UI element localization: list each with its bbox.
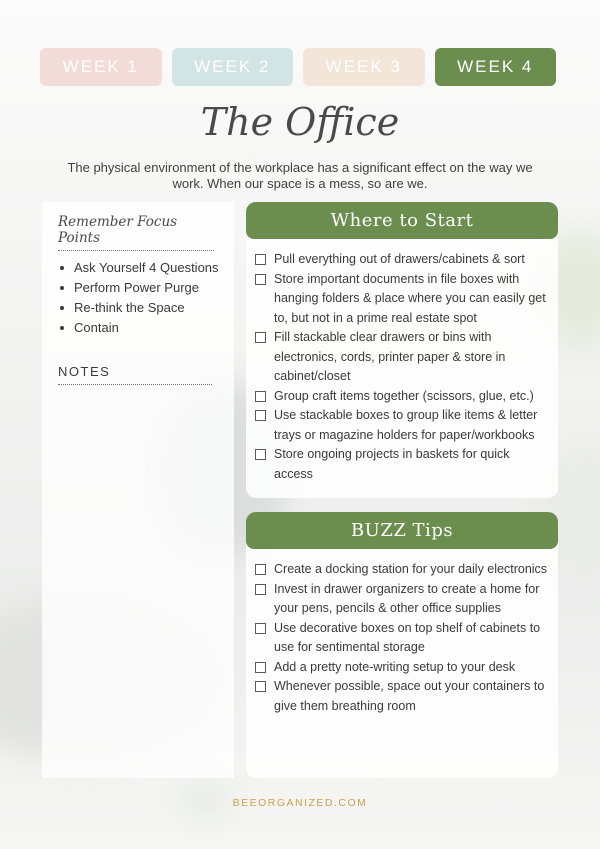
where-to-start-checklist: [246, 239, 558, 484]
page-title: The Office: [200, 100, 400, 144]
tab-week-2[interactable]: WEEK 2: [172, 48, 294, 86]
checkbox[interactable]: [255, 623, 266, 634]
checklist-item-text: Store ongoing projects in baskets for quick access: [274, 447, 510, 481]
checkbox[interactable]: [255, 584, 266, 595]
where-to-start-heading: Where to Start: [246, 202, 558, 239]
checklist-item-text: Whenever possible, space out your containers to give them breathing room: [274, 679, 545, 713]
focus-points-list: [58, 258, 219, 338]
checkbox[interactable]: [255, 564, 266, 575]
checklist-item-text: Group craft items together (scissors, glue, etc.): [274, 388, 534, 403]
checkbox[interactable]: [255, 254, 266, 265]
checkbox[interactable]: [255, 662, 266, 673]
footer-website[interactable]: BEEORGANIZED.COM: [232, 797, 368, 809]
tab-week-4[interactable]: WEEK 4: [435, 48, 557, 86]
checklist-item: [254, 328, 550, 387]
focus-point: Contain: [58, 318, 219, 338]
focus-point: Ask Yourself 4 Questions: [58, 258, 219, 278]
checklist-item: [254, 387, 550, 407]
checklist-item: [254, 677, 550, 716]
focus-point: Re-think the Space: [58, 298, 219, 318]
checkbox[interactable]: [255, 332, 266, 343]
checklist-item-text: Use decorative boxes on top shelf of cabinets to use for sentimental storage: [274, 620, 541, 654]
checklist-item: [254, 560, 550, 580]
checkbox[interactable]: [255, 449, 266, 460]
checklist-item: [254, 406, 550, 445]
checkbox[interactable]: [255, 274, 266, 285]
checkbox[interactable]: [255, 681, 266, 692]
checklist-item: [254, 619, 550, 658]
checkbox[interactable]: [255, 391, 266, 402]
focus-points-heading: Remember Focus Points: [58, 214, 214, 251]
buzz-tips-checklist: [246, 549, 558, 716]
checklist-item: [254, 445, 550, 484]
sidebar-panel: [42, 202, 234, 778]
checklist-item-text: Fill stackable clear drawers or bins with electronics, cords, printer paper & store in cabinet/closet: [274, 330, 506, 383]
checklist-item: [254, 250, 550, 270]
notes-heading: NOTES: [58, 364, 212, 385]
tab-week-1[interactable]: WEEK 1: [40, 48, 162, 86]
buzz-tips-heading: BUZZ Tips: [246, 512, 558, 549]
week-tabs: [40, 48, 556, 86]
intro-text: The physical environment of the workplace has a significant effect on the way we work. When our space is a mess, so are we.: [67, 160, 533, 191]
checklist-item-text: Add a pretty note-writing setup to your desk: [274, 659, 516, 674]
tab-week-3[interactable]: WEEK 3: [303, 48, 425, 86]
where-to-start-card: [246, 202, 558, 498]
checklist-item: [254, 270, 550, 329]
checklist-item-text: Use stackable boxes to group like items & letter trays or magazine holders for paper/workbooks: [274, 408, 538, 442]
checkbox[interactable]: [255, 410, 266, 421]
focus-point: Perform Power Purge: [58, 278, 219, 298]
checklist-item-text: Invest in drawer organizers to create a home for your pens, pencils & other office supplies: [274, 581, 540, 615]
buzz-tips-card: [246, 512, 558, 778]
checklist-item-text: Store important documents in file boxes with hanging folders & place where you can easily get to, but not in a prime real estate spot: [274, 271, 546, 325]
checklist-item-text: Create a docking station for your daily electronics: [274, 562, 548, 576]
checklist-item: [254, 580, 550, 619]
checklist-item: [254, 658, 550, 678]
checklist-item-text: Pull everything out of drawers/cabinets & sort: [274, 252, 525, 266]
